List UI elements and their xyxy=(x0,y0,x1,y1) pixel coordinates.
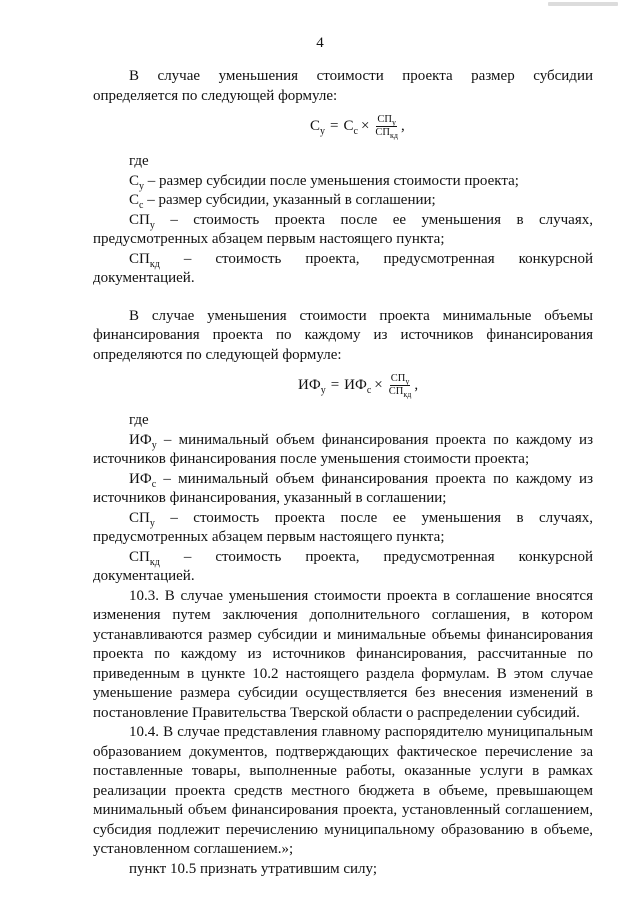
paragraph-10-3: 10.3. В случае уменьшения стоимости проекта в соглашение вносятся изменения путем заключения дополнительного соглашения, в котором устанавливаются размер субсидии и минимальные объемы финансирования проекта по каждому из источников финансирования, рассчитанные по приведенным в цункте 10.2 настоящего раздела формулам. В этом случае уменьшение размера субсидии осуществляется без внесения изменений в постановление Правительства Тверской области о распределении субсидий. xyxy=(93,587,593,721)
definition-item: $ИФ_у$ – минимальный объем финансирования проекта по каждому из xyxy=(129,431,593,451)
paragraph-10-5: пункт 10.5 признать утратившим силу; xyxy=(129,860,378,877)
definition-item: $С_с$ – размер субсидии, указанный в соглашении; xyxy=(129,192,436,211)
formula-subsidy xyxy=(93,106,593,152)
definition-item: $ИФ_с$ – минимальный объем финансирования проекта по каждому из xyxy=(129,470,593,490)
formula-financing xyxy=(93,365,593,411)
paragraph-10-4: 10.4. В случае представления главному распорядителю муниципальным образованием документов, подтверждающих фактическое перечисление за поставленные товары, выполненные работы, оказанные услуги в рамках реализации проекта средств местного бюджета в объеме, превышающем минимальный объем финансирования проекта, установленный соглашением, субсидия подлежит перечислению муниципальному образованию в объеме, установленном соглашением.»; xyxy=(93,724,593,857)
formula-2-rhs: $ИФ_с$ xyxy=(344,376,372,396)
definition-item: $СП_{кд}$ – стоимость проекта, предусмотренная конкурсной xyxy=(129,548,593,568)
definitions-1 xyxy=(93,172,593,289)
definition-item: $СП_{кд}$ – стоимость проекта, предусмотренная конкурсной xyxy=(129,250,593,270)
formula-1-rhs: $С_с$ xyxy=(343,117,358,137)
formula-2-row: $ИФ_у$ = $ИФ_с$ × $\frac{СП_у}{СП_{кд}}$ , xyxy=(298,373,419,400)
definition-item: $СП_у$ – стоимость проекта после ее уменьшения в случаях, xyxy=(129,509,593,529)
formula-2-lhs: $ИФ_у$ xyxy=(298,376,326,396)
definitions-2 xyxy=(93,431,593,587)
paragraph-intro-1: В случае уменьшения стоимости проекта размер субсидии определяется по следующей формуле: xyxy=(93,68,593,104)
paragraph-intro-2: В случае уменьшения стоимости проекта минимальные объемы финансирования проекта по каждому из источников финансирования определяются по следующей формуле: xyxy=(93,307,593,363)
where-label-2: где xyxy=(129,412,149,428)
formula-1-row: $С_у$ = $С_с$ × $\frac{СП_у}{СП_{кд}}$ , xyxy=(310,114,405,141)
where-label-1: где xyxy=(129,153,149,169)
definition-item-cont: источников финансирования, указанный в соглашении; xyxy=(93,490,447,506)
definition-item-cont: источников финансирования после уменьшения стоимости проекта; xyxy=(93,451,530,467)
definition-item-cont: документацией. xyxy=(93,270,195,286)
definition-item: $СП_у$ – стоимость проекта после ее уменьшения в случаях, xyxy=(129,211,593,231)
corner-mark xyxy=(548,2,618,6)
formula-2-fraction: $\frac{СП_у}{СП_{кд}}$ xyxy=(388,373,412,400)
page-number: 4 xyxy=(316,35,324,51)
definition-item: $С_у$ – размер субсидии после уменьшения стоимости проекта; xyxy=(129,172,519,192)
formula-1-lhs: $С_у$ xyxy=(310,117,326,137)
definition-item-cont: предусмотренных абзацем первым настоящего пункта; xyxy=(93,529,445,545)
definition-item-cont: предусмотренных абзацем первым настоящего пункта; xyxy=(93,231,445,247)
definition-item-cont: документацией. xyxy=(93,568,195,584)
formula-1-fraction: $\frac{СП_у}{СП_{кд}}$ xyxy=(375,114,398,141)
document-body xyxy=(93,67,593,879)
